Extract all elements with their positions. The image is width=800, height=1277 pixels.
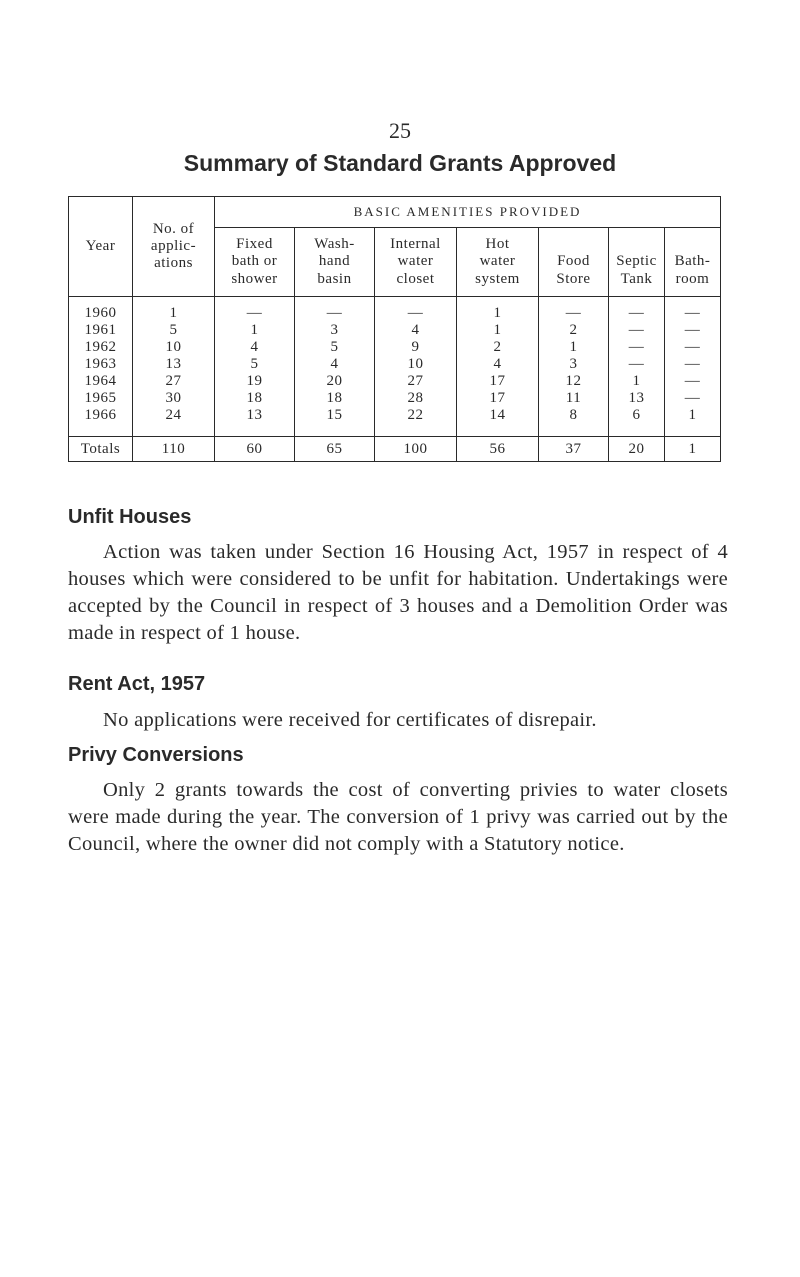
table-row: 1966 24 13 15 22 14 8 6 1: [69, 407, 721, 437]
rent-act-heading: Rent Act, 1957: [68, 673, 206, 695]
header-bathroom: Bath- room: [665, 228, 721, 297]
header-year: Year: [69, 197, 133, 297]
privy-conversions-heading: Privy Conversions: [68, 744, 244, 766]
table-row: 1962 10 4 5 9 2 1 — —: [69, 339, 721, 356]
page-number: 25: [389, 118, 411, 143]
header-basic-amenities: BASIC AMENITIES PROVIDED: [215, 197, 721, 228]
header-internal-water-closet: Internal water closet: [375, 228, 457, 297]
table-row: 1965 30 18 18 28 17 11 13 —: [69, 390, 721, 407]
header-wash-hand-basin: Wash- hand basin: [295, 228, 375, 297]
table-row: 1964 27 19 20 27 17 12 1 —: [69, 373, 721, 390]
header-food-store: Food Store: [539, 228, 609, 297]
privy-conversions-text: Only 2 grants towards the cost of converting privies to water closets were made during the year. The conversion of 1 privy was carried out by the Council, where the owner did not comply with a Statutory notice.: [68, 778, 728, 855]
unfit-houses-text: Action was taken under Section 16 Housing Act, 1957 in respect of 4 houses which were considered to be unfit for habitation. Undertakings were accepted by the Council in respect of 3 houses and a Demolition Order was made in respect of 1 house.: [68, 540, 728, 644]
totals-row: Totals 110 60 65 100 56 37 20 1: [69, 437, 721, 462]
header-fixed-bath: Fixed bath or shower: [215, 228, 295, 297]
page-title: Summary of Standard Grants Approved: [183, 150, 617, 176]
header-septic-tank: Septic Tank: [609, 228, 665, 297]
grants-table: [68, 196, 721, 462]
table-row: 1963 13 5 4 10 4 3 — —: [69, 356, 721, 373]
table-row: 1961 5 1 3 4 1 2 — —: [69, 322, 721, 339]
rent-act-text: No applications were received for certificates of disrepair.: [103, 708, 597, 731]
header-hot-water-system: Hot water system: [457, 228, 539, 297]
header-applications: No. of applic- ations: [133, 197, 215, 297]
unfit-houses-heading: Unfit Houses: [68, 506, 192, 528]
table-row: 1960 1 — — — 1 — — —: [69, 297, 721, 323]
